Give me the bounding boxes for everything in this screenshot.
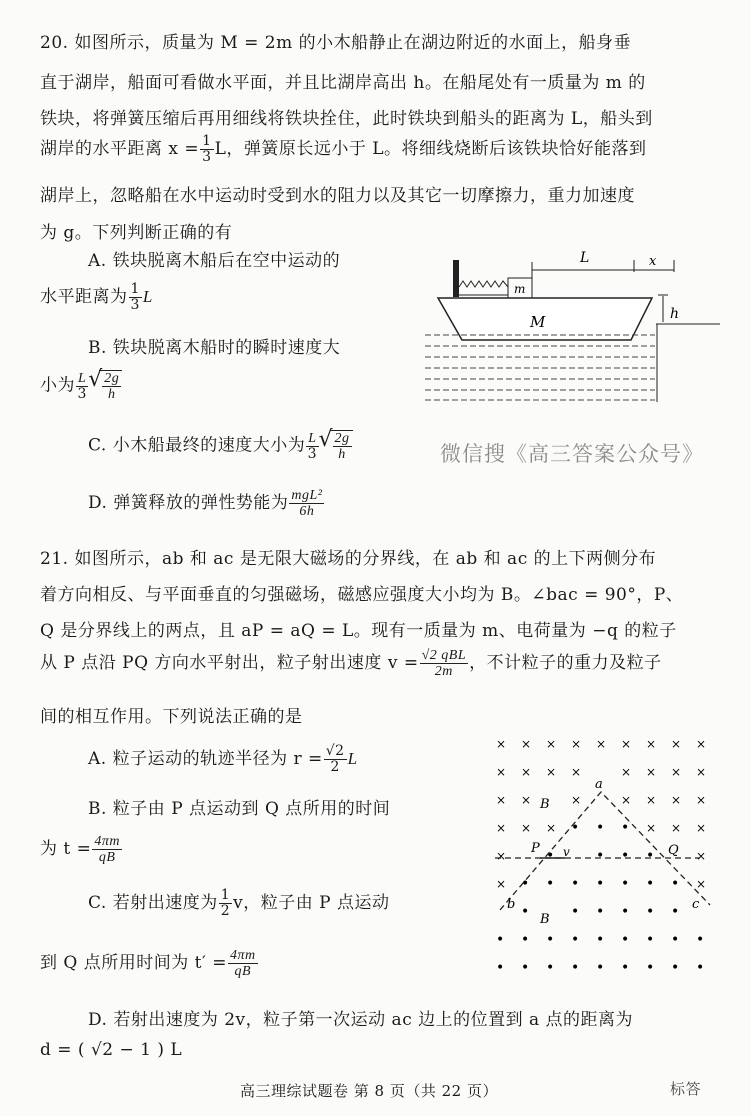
field-out-of-page-mark: • <box>671 960 680 970</box>
watermark: 微信搜《高三答案公众号》 <box>440 442 704 466</box>
q20-line1: 20. 如图所示，质量为 M = 2m 的小木船静止在湖边附近的水面上，船身垂 <box>40 33 632 53</box>
field-into-page-mark: × <box>696 821 707 835</box>
q20-option-a: A. 铁块脱离木船后在空中运动的 <box>88 251 341 271</box>
source-badge: 标答 <box>670 1080 702 1098</box>
field-out-of-page-mark: • <box>596 932 605 948</box>
field-out-of-page-mark: • <box>596 904 605 920</box>
field-into-page-mark: × <box>696 765 707 779</box>
q21-line4: 从 P 点沿 PQ 方向水平射出，粒子射出速度 v = √2 qBL 2m ，不计粒子的重力及粒子 <box>40 648 662 679</box>
label-M: M <box>530 313 546 331</box>
q21-line1: 21. 如图所示，ab 和 ac 是无限大磁场的分界线，在 ab 和 ac 的上下两侧分布 <box>40 549 657 569</box>
field-into-page-mark: × <box>521 765 532 779</box>
field-into-page-mark: × <box>671 821 682 835</box>
field-out-of-page-mark: • <box>646 960 655 970</box>
field-out-of-page-mark: • <box>646 904 655 920</box>
label-b: b <box>507 897 516 912</box>
field-out-of-page-mark: • <box>521 960 530 970</box>
q21-option-d: D. 若射出速度为 2v，粒子第一次运动 ac 边上的位置到 a 点的距离为 <box>88 1010 634 1030</box>
q20-option-b-2: 小为 $\frac{L}{3}$ √ $\frac{2g}{h}$ <box>40 370 122 402</box>
field-into-page-mark: × <box>646 793 657 807</box>
q20-line3: 铁块，将弹簧压缩后再用细线将铁块拴住，此时铁块到船头的距离为 L，船头到 <box>40 109 653 129</box>
field-out-of-page-mark: • <box>571 876 580 892</box>
field-out-of-page-mark: • <box>696 960 705 970</box>
field-out-of-page-mark: • <box>646 876 655 892</box>
q21-line2: 着方向相反、与平面垂直的匀强磁场，磁感应强度大小均为 B。∠bac = 90°，P、 <box>40 585 684 605</box>
label-h: h <box>670 306 680 322</box>
field-out-of-page-mark: • <box>571 820 580 836</box>
page-footer: 高三理综试题卷 第 8 页（共 22 页） <box>240 1082 498 1100</box>
label-Q: Q <box>668 843 679 858</box>
field-out-of-page-mark: • <box>671 932 680 948</box>
field-out-of-page-mark: • <box>496 960 505 970</box>
field-into-page-mark: × <box>496 849 507 863</box>
field-out-of-page-mark: • <box>571 904 580 920</box>
field-into-page-mark: × <box>521 737 532 751</box>
field-into-page-mark: × <box>496 821 507 835</box>
field-into-page-mark: × <box>646 821 657 835</box>
q21-option-b: B. 粒子由 P 点运动到 Q 点所用的时间 <box>88 799 391 819</box>
q20-option-a-2: 水平距离为 $\frac{1}{3}$ L <box>40 281 153 313</box>
label-L: L <box>580 250 590 266</box>
field-out-of-page-mark: • <box>571 932 580 948</box>
field-out-of-page-mark: • <box>646 932 655 948</box>
field-into-page-mark: × <box>496 877 507 891</box>
field-into-page-mark: × <box>546 737 557 751</box>
q20-option-b: B. 铁块脱离木船时的瞬时速度大 <box>88 338 341 358</box>
field-out-of-page-mark: • <box>521 904 530 920</box>
field-into-page-mark: × <box>621 793 632 807</box>
field-into-page-mark: × <box>646 765 657 779</box>
label-m: m <box>514 282 526 296</box>
field-into-page-mark: × <box>646 737 657 751</box>
field-into-page-mark: × <box>671 765 682 779</box>
field-out-of-page-mark: • <box>621 932 630 948</box>
q21-line5: 间的相互作用。下列说法正确的是 <box>40 707 303 727</box>
field-into-page-mark: × <box>596 737 607 751</box>
q20-line6: 为 g。下列判断正确的有 <box>40 223 233 243</box>
field-out-of-page-mark: • <box>696 932 705 948</box>
field-into-page-mark: × <box>621 737 632 751</box>
field-into-page-mark: × <box>696 849 707 863</box>
q21-option-b-2: 为 t = $\frac{4\pi m}{qB}$ <box>40 834 121 865</box>
field-out-of-page-mark: • <box>546 876 555 892</box>
field-out-of-page-mark: • <box>596 820 605 836</box>
q20-line5: 湖岸上，忽略船在水中运动时受到水的阻力以及其它一切摩擦力，重力加速度 <box>40 186 635 206</box>
field-into-page-mark: × <box>671 793 682 807</box>
q21-option-a: A. 粒子运动的轨迹半径为 r = $\frac{√2}{2}$ L <box>88 743 358 775</box>
q20-option-c: C. 小木船最终的速度大小为 $\frac{L}{3}$ √ $\frac{2g}{h}$ <box>88 430 353 462</box>
label-B-bottom: B <box>540 912 550 927</box>
field-into-page-mark: × <box>621 765 632 779</box>
field-into-page-mark: × <box>521 821 532 835</box>
field-out-of-page-mark: • <box>496 932 505 948</box>
field-out-of-page-mark: • <box>596 960 605 970</box>
field-out-of-page-mark: • <box>671 876 680 892</box>
field-into-page-mark: × <box>571 793 582 807</box>
field-out-of-page-mark: • <box>621 960 630 970</box>
q21-line3: Q 是分界线上的两点，且 aP = aQ = L。现有一质量为 m、电荷量为 −q 的粒子 <box>40 621 677 641</box>
field-into-page-mark: × <box>496 793 507 807</box>
label-c: c <box>692 897 700 912</box>
field-out-of-page-mark: • <box>596 848 605 864</box>
field-out-of-page-mark: • <box>646 848 655 864</box>
field-out-of-page-mark: • <box>546 848 555 864</box>
field-into-page-mark: × <box>571 765 582 779</box>
label-a: a <box>595 777 603 792</box>
field-into-page-mark: × <box>571 737 582 751</box>
field-out-of-page-mark: • <box>621 848 630 864</box>
field-into-page-mark: × <box>696 793 707 807</box>
q20-line4: 湖岸的水平距离 x = $\frac{1}{3}$ L，弹簧原长远小于 L。将细线烧断后该铁块恰好能落到 <box>40 133 647 165</box>
field-into-page-mark: × <box>496 765 507 779</box>
field-into-page-mark: × <box>546 765 557 779</box>
q21-option-c: C. 若射出速度为 $\frac{1}{2}$ v，粒子由 P 点运动 <box>88 887 390 919</box>
field-into-page-mark: × <box>496 737 507 751</box>
field-into-page-mark: × <box>671 737 682 751</box>
field-out-of-page-mark: • <box>546 960 555 970</box>
q21-option-c-2: 到 Q 点所用时间为 t′ = $\frac{4\pi m}{qB}$ <box>40 948 256 979</box>
field-out-of-page-mark: • <box>621 904 630 920</box>
label-P: P <box>531 841 540 856</box>
field-into-page-mark: × <box>521 793 532 807</box>
field-out-of-page-mark: • <box>571 960 580 970</box>
field-out-of-page-mark: • <box>671 904 680 920</box>
field-out-of-page-mark: • <box>596 876 605 892</box>
field-out-of-page-mark: • <box>521 876 530 892</box>
field-out-of-page-mark: • <box>621 820 630 836</box>
boat-diagram <box>420 240 720 410</box>
label-v: v <box>563 845 570 859</box>
label-B-top: B <box>540 797 550 812</box>
q21-option-d-2: d = ( √2 − 1 ) L <box>40 1040 183 1060</box>
field-into-page-mark: × <box>546 821 557 835</box>
field-out-of-page-mark: • <box>546 932 555 948</box>
q20-option-d: D. 弹簧释放的弹性势能为 mgL² 6h <box>88 488 323 519</box>
q20-line2: 直于湖岸，船面可看做水平面，并且比湖岸高出 h。在船尾处有一质量为 m 的 <box>40 73 646 93</box>
field-out-of-page-mark: • <box>621 876 630 892</box>
magnetic-field-diagram <box>485 730 725 970</box>
field-out-of-page-mark: • <box>521 932 530 948</box>
label-x: x <box>649 254 657 269</box>
field-into-page-mark: × <box>696 877 707 891</box>
field-into-page-mark: × <box>696 737 707 751</box>
